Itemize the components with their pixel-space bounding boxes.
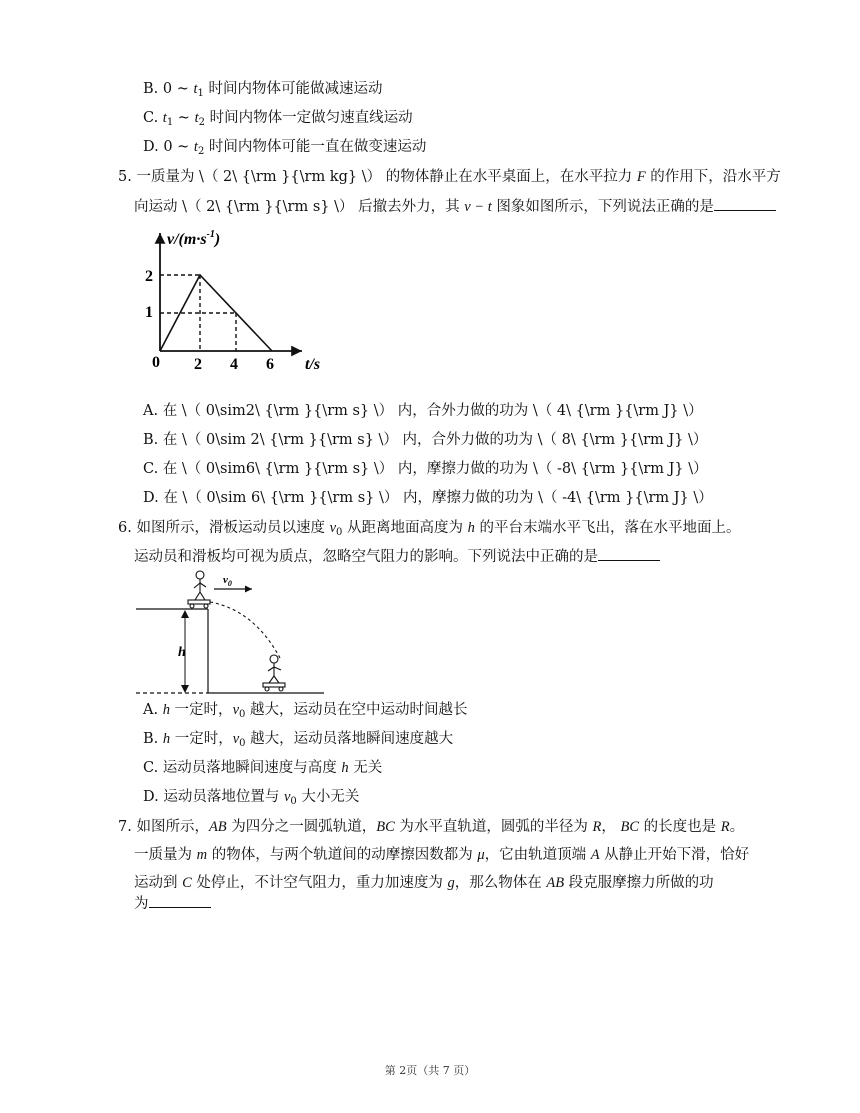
x-tick-0: 0	[152, 354, 160, 371]
x-tick-6: 6	[266, 356, 274, 373]
skater-start	[188, 571, 210, 608]
answer-blank[interactable]	[598, 546, 660, 561]
q6-option-b: B. h 一定时，$v_0$ 越大，运动员落地瞬间速度越大	[143, 731, 454, 749]
q5-option-d: D. 在 \（ 0\sim 6\ {\rm }{\rm s} \） 内，摩擦力做的功为 \（ -4\ {\rm }{\rm J} \）	[143, 490, 713, 506]
q7-stem-line4: 为	[134, 893, 211, 914]
x-tick-2: 2	[194, 356, 202, 373]
q6-skateboard-figure	[134, 566, 334, 696]
q6-stem-line1: 6. 如图所示，滑板运动员以速度 $v_0$ 从距离地面高度为 h 的平台末端水平飞出，落在水平地面上。	[118, 520, 741, 538]
q5-stem-line1: 5. 一质量为 \（ 2\ {\rm }{\rm kg} \） 的物体静止在水平桌面上，在水平拉力 F 的作用下，沿水平方	[118, 169, 781, 185]
q4-option-c: C. $t_1$ ~ $t_2$ 时间内物体一定做匀速直线运动	[143, 110, 413, 128]
v0-label: $v_0$	[223, 574, 232, 588]
q7-stem-line1: 7. 如图所示，AB 为四分之一圆弧轨道，BC 为水平直轨道，圆弧的半径为 R， BC 的长度也是 R。	[118, 819, 745, 835]
q6-option-c: C. 运动员落地瞬间速度与高度 h 无关	[143, 760, 383, 776]
q4-option-d: D. 0 ~ $t_2$ 时间内物体可能一直在做变速运动	[143, 139, 427, 157]
y-tick-2: 2	[145, 268, 153, 285]
q5-option-b: B. 在 \（ 0\sim 2\ {\rm }{\rm s} \） 内，合外力做的功为 \（ 8\ {\rm }{\rm J} \）	[143, 432, 708, 448]
x-axis-label: t/s	[305, 356, 321, 373]
q7-stem-line2: 一质量为 m 的物体，与两个轨道间的动摩擦因数都为 μ，它由轨道顶端 A 从静止开始下滑，恰好	[134, 847, 750, 863]
q5-vt-graph	[140, 225, 340, 375]
skater-landed	[263, 655, 285, 691]
h-label: h	[178, 645, 186, 660]
x-tick-4: 4	[230, 356, 238, 373]
q4-option-b: B. 0 ~ $t_1$ 时间内物体可能做减速运动	[143, 81, 383, 99]
q5-option-c: C. 在 \（ 0\sim6\ {\rm }{\rm s} \） 内，摩擦力做的功为 \（ -8\ {\rm }{\rm J} \）	[143, 461, 708, 477]
q6-stem-line2: 运动员和滑板均可视为质点，忽略空气阻力的影响。下列说法中正确的是	[134, 546, 660, 567]
y-tick-1: 1	[145, 304, 153, 321]
answer-blank[interactable]	[149, 893, 211, 908]
q6-option-d: D. 运动员落地位置与 $v_0$ 大小无关	[143, 789, 360, 807]
q5-option-a: A. 在 \（ 0\sim2\ {\rm }{\rm s} \） 内，合外力做的功为 \（ 4\ {\rm }{\rm J} \）	[143, 403, 703, 419]
y-axis-label: $v/(m\cdot s^{-1})$	[167, 229, 221, 248]
page-footer: 第 2页（共 7 页）	[384, 1064, 476, 1077]
answer-blank[interactable]	[714, 196, 776, 211]
trajectory	[210, 602, 280, 658]
q5-stem-line2: 向运动 \（ 2\ {\rm }{\rm s} \） 后撤去外力，其 v − t 图象如图所示，下列说法正确的是	[134, 196, 776, 217]
q6-option-a: A. h 一定时，$v_0$ 越大，运动员在空中运动时间越长	[143, 702, 468, 720]
q7-stem-line3: 运动到 C 处停止，不计空气阻力，重力加速度为 g，那么物体在 AB 段克服摩擦力所做的功	[134, 875, 714, 891]
